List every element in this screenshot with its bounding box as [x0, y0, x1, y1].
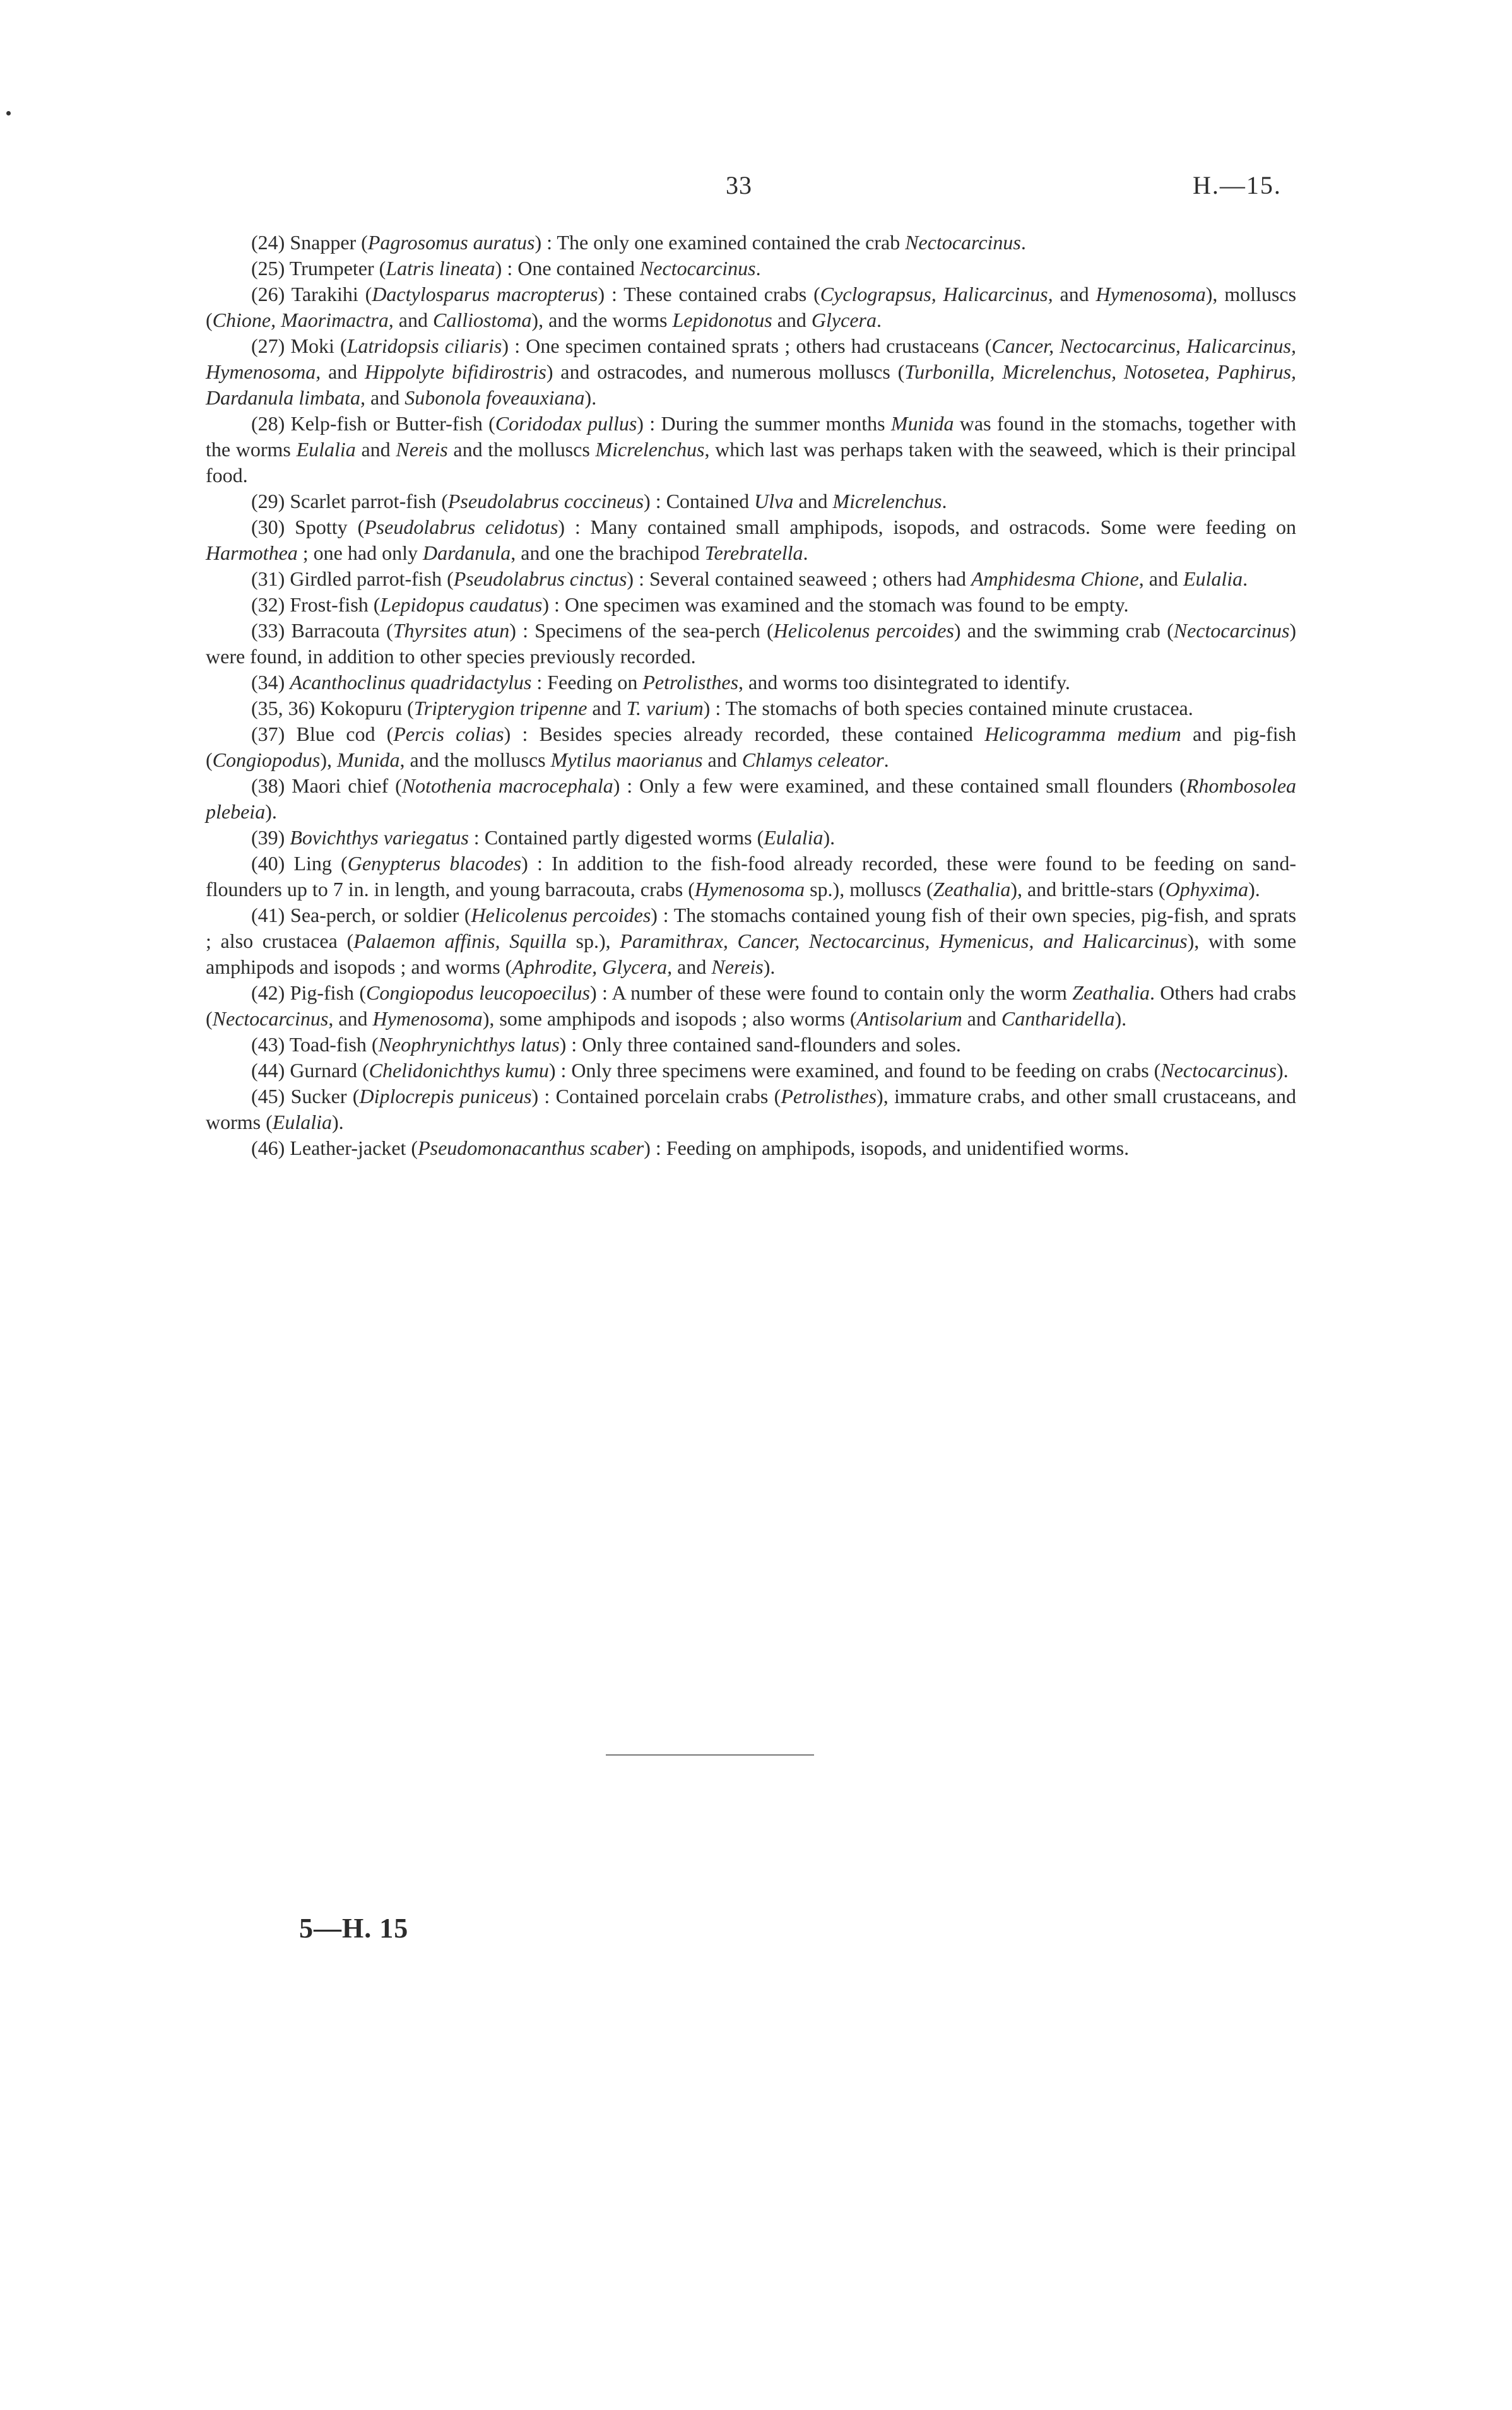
species-name: Subonola foveauxiana — [405, 386, 585, 409]
species-name: Glycera — [811, 309, 877, 331]
entry-text: ) : Feeding on amphipods, isopods, and unidentified worms. — [644, 1137, 1130, 1159]
page-number: 33 — [726, 171, 752, 199]
entry-text: and — [672, 955, 712, 978]
entry-paragraph — [206, 670, 1296, 695]
entry-paragraph — [206, 1084, 1296, 1135]
species-name: Pseudolabrus celidotus — [364, 516, 558, 538]
entry-text: was found in the stomachs, together with the worms — [206, 412, 1297, 461]
entry-text: ), with some amphipods and isopods ; and worms ( — [206, 930, 1297, 978]
entry-paragraph — [206, 281, 1296, 333]
entry-paragraph — [206, 773, 1296, 825]
entry-text: ) : A number of these were found to contain only the worm — [589, 981, 1073, 1004]
species-name: Bovichthys variegatus — [290, 826, 469, 849]
entry-text: . — [755, 257, 761, 280]
entry-text: sp.), — [566, 930, 620, 952]
species-name: Harmothea — [206, 541, 298, 564]
entry-paragraph — [206, 825, 1296, 851]
entry-paragraph — [206, 902, 1296, 980]
species-name: Acanthoclinus quadridactylus — [290, 671, 532, 694]
entry-text: (45) Sucker ( — [251, 1085, 360, 1108]
entry-text: (42) Pig-fish ( — [251, 981, 366, 1004]
entry-paragraph — [206, 411, 1296, 488]
species-name: Amphidesma Chione — [971, 567, 1139, 590]
entry-text: (31) Girdled parrot-fish ( — [251, 567, 454, 590]
species-name: Hymenosoma — [372, 1007, 483, 1030]
entry-text: ) : Specimens of the sea-perch ( — [509, 619, 774, 642]
footer-signature: 5—H. 15 — [299, 1913, 409, 1944]
entry-paragraph — [206, 721, 1296, 773]
entry-paragraph — [206, 256, 1296, 281]
species-name: Petrolisthes — [781, 1085, 877, 1108]
entry-text: ) : In addition to the fish-food already recorded, these were found to be feeding on sand-flounders up to 7 in. in length, and young barracouta, crabs ( — [206, 852, 1297, 901]
species-name: Hymenosoma — [1096, 283, 1206, 305]
entry-text: ), and the worms — [531, 309, 673, 331]
entry-text: and — [355, 438, 396, 461]
entry-text: ), some amphipods and isopods ; also worms ( — [482, 1007, 857, 1030]
species-name: Percis colias — [393, 723, 504, 745]
entry-text: . — [803, 541, 808, 564]
entry-text: ). — [1114, 1007, 1127, 1030]
entry-text: (32) Frost-fish ( — [251, 593, 381, 616]
species-name: Aphrodite, Glycera, — [512, 955, 673, 978]
entry-text: ) : Many contained small amphipods, isopods, and ostracods. Some were feeding on — [558, 516, 1297, 538]
entry-text: (37) Blue cod ( — [251, 723, 394, 745]
species-name: Cancer, Nectocarcinus, Halicarcinus, Hymenosoma, — [206, 334, 1297, 383]
species-name: Pseudolabrus cinctus — [453, 567, 627, 590]
species-name: Nereis — [396, 438, 448, 461]
entry-text: and — [772, 309, 812, 331]
species-name: Helicogramma medium — [984, 723, 1181, 745]
entry-text: . — [876, 309, 882, 331]
entry-text: (24) Snapper ( — [251, 231, 368, 254]
entry-text: and — [702, 748, 742, 771]
entry-text: and pig-fish ( — [206, 723, 1297, 771]
entry-text: ), and brittle-stars ( — [1010, 878, 1166, 901]
species-name: Lepidopus caudatus — [380, 593, 543, 616]
species-name: Paramithrax, Cancer, Nectocarcinus, Hymenicus, and Halicarcinus — [620, 930, 1188, 952]
entry-text: , and worms too disintegrated to identify. — [738, 671, 1070, 694]
entry-text: and — [1053, 283, 1096, 305]
species-name: Tripterygion tripenne — [413, 697, 588, 719]
entry-text: : Contained partly digested worms ( — [468, 826, 764, 849]
species-name: Terebratella — [704, 541, 803, 564]
species-name: Chelidonichthys kumu — [369, 1059, 549, 1082]
entry-text: ) : One contained — [495, 257, 640, 280]
entry-text: ) : One specimen contained sprats ; others had crustaceans ( — [502, 334, 992, 357]
entry-paragraph — [206, 566, 1296, 592]
species-name: Nectocarcinus — [1173, 619, 1290, 642]
species-name: Calliostoma — [432, 309, 532, 331]
entry-text: (46) Leather-jacket ( — [251, 1137, 418, 1159]
species-name: Rhombosolea plebeia — [206, 774, 1297, 823]
entry-text: (40) Ling ( — [251, 852, 348, 875]
species-name: Latris lineata — [386, 257, 495, 280]
species-name: Munida — [890, 412, 954, 435]
entry-text: (28) Kelp-fish or Butter-fish ( — [251, 412, 495, 435]
species-name: Pagrosomus auratus — [367, 231, 535, 254]
entry-text: (35, 36) Kokopuru ( — [251, 697, 414, 719]
species-name: Pseudolabrus coccineus — [447, 490, 644, 512]
species-name: Hippolyte bifidirostris — [364, 360, 546, 383]
species-name: Dardanula — [422, 541, 511, 564]
species-name: Antisolarium — [856, 1007, 962, 1030]
entry-text: , and the molluscs — [399, 748, 551, 771]
entry-text: (39) — [251, 826, 290, 849]
entry-text: , which last was perhaps taken with the seaweed, which is their principal food. — [206, 438, 1297, 487]
species-name: Micrelenchus — [595, 438, 705, 461]
species-name: Congiopodus leucopoecilus — [366, 981, 590, 1004]
species-name: Latridopsis ciliaris — [346, 334, 502, 357]
entry-paragraph — [206, 230, 1296, 256]
species-name: Petrolisthes — [642, 671, 739, 694]
entry-text: (43) Toad-fish ( — [251, 1033, 379, 1056]
species-name: Eulalia — [764, 826, 824, 849]
entry-text: . — [1243, 567, 1248, 590]
species-name: Micrelenchus — [832, 490, 942, 512]
species-name: Dactylosparus macropterus — [372, 283, 598, 305]
entry-text: and — [365, 386, 405, 409]
entry-text: ). — [265, 800, 277, 823]
species-name: Pseudomonacanthus scaber — [418, 1137, 644, 1159]
entry-text: and the molluscs — [447, 438, 596, 461]
species-name: Munida — [337, 748, 400, 771]
entry-text: ). — [763, 955, 776, 978]
entry-text: and — [321, 360, 365, 383]
entry-text: (29) Scarlet parrot-fish ( — [251, 490, 448, 512]
species-name: Nectocarcinus — [1161, 1059, 1277, 1082]
entry-text: ) : These contained crabs ( — [598, 283, 820, 305]
species-name: Nereis — [711, 955, 764, 978]
entry-paragraph — [206, 1058, 1296, 1084]
entry-text: ) : During the summer months — [637, 412, 891, 435]
species-name: Eulalia — [296, 438, 356, 461]
page-reference: H.—15. — [1193, 171, 1282, 199]
entry-text: ) and ostracodes, and numerous molluscs ( — [546, 360, 905, 383]
entry-text: (26) Tarakihi ( — [251, 283, 372, 305]
entry-text: (33) Barracouta ( — [251, 619, 393, 642]
entry-text: ) : The only one examined contained the crab — [535, 231, 906, 254]
entry-paragraph — [206, 592, 1296, 618]
entry-paragraph — [206, 851, 1296, 902]
species-name: Diplocrepis puniceus — [359, 1085, 532, 1108]
species-name: Palaemon affinis, Squilla — [353, 930, 567, 952]
species-name: Cantharidella — [1001, 1007, 1115, 1030]
entry-text: ). — [1276, 1059, 1289, 1082]
entry-paragraph — [206, 488, 1296, 514]
entry-text: (25) Trumpeter ( — [251, 257, 386, 280]
entry-text: ) : Only a few were examined, and these contained small flounders ( — [613, 774, 1186, 797]
entry-paragraph — [206, 695, 1296, 721]
entry-paragraph — [206, 514, 1296, 566]
entry-text: and — [962, 1007, 1001, 1030]
entry-text: ) : The stomachs contained young fish of their own species, pig-fish, and sprats ; also crustacea ( — [206, 904, 1297, 952]
entry-text: and — [393, 309, 433, 331]
species-name: Genypterus blacodes — [347, 852, 522, 875]
entry-text: and — [587, 697, 627, 719]
entry-text: ) : Contained — [644, 490, 755, 512]
entry-text: . — [883, 748, 889, 771]
species-name: Ulva — [754, 490, 794, 512]
entry-text: ) were found, in addition to other species previously recorded. — [206, 619, 1297, 668]
entry-paragraph — [206, 333, 1296, 411]
entry-text: , and — [1138, 567, 1183, 590]
species-name: Zeathalia — [933, 878, 1011, 901]
species-name: Zeathalia — [1072, 981, 1150, 1004]
entry-text: ) : Besides species already recorded, these contained — [504, 723, 985, 745]
species-name: Eulalia — [1183, 567, 1243, 590]
entry-paragraph — [206, 618, 1296, 670]
species-name: Neophrynichthys latus — [378, 1033, 560, 1056]
species-name: Nectocarcinus — [639, 257, 756, 280]
entry-text: ). — [1248, 878, 1260, 901]
species-name: Cyclograpsus, Halicarcinus, — [820, 283, 1053, 305]
species-name: Chione, Maorimactra, — [212, 309, 394, 331]
entry-text: , and — [328, 1007, 373, 1030]
entry-text: (34) — [251, 671, 290, 694]
species-name: Hymenosoma — [694, 878, 805, 901]
entry-text: ) : Contained porcelain crabs ( — [531, 1085, 781, 1108]
entry-text: (30) Spotty ( — [251, 516, 365, 538]
entry-text: ; one had only — [297, 541, 423, 564]
entry-text: and — [793, 490, 833, 512]
species-name: Coridodax pullus — [495, 412, 637, 435]
species-name: Nectocarcinus — [212, 1007, 329, 1030]
entry-text: sp.), molluscs ( — [805, 878, 933, 901]
entry-text: ) : The stomachs of both species contained minute crustacea. — [703, 697, 1193, 719]
entry-text: ), — [320, 748, 337, 771]
entry-text: . — [1020, 231, 1026, 254]
entry-paragraph — [206, 1135, 1296, 1161]
entry-text: (41) Sea-perch, or soldier ( — [251, 904, 471, 926]
entry-text: . Others had crabs ( — [206, 981, 1296, 1030]
entry-text: (44) Gurnard ( — [251, 1059, 369, 1082]
species-name: Helicolenus percoides — [471, 904, 651, 926]
stray-mark — [6, 111, 11, 115]
entry-text: ). — [584, 386, 597, 409]
body-text — [206, 230, 1296, 1161]
entry-text: ). — [823, 826, 836, 849]
entry-text: ). — [331, 1111, 344, 1133]
entry-paragraph — [206, 1032, 1296, 1058]
species-name: Congiopodus — [212, 748, 321, 771]
species-name: Ophyxima — [1165, 878, 1249, 901]
species-name: Lepidonotus — [672, 309, 772, 331]
species-name: T. varium — [626, 697, 704, 719]
entry-text: ), immature crabs, and other small crustaceans, and worms ( — [206, 1085, 1297, 1133]
entry-text: . — [942, 490, 947, 512]
entry-text: , and one the brachipod — [511, 541, 705, 564]
species-name: Thyrsites atun — [393, 619, 510, 642]
species-name: Nectocarcinus — [905, 231, 1021, 254]
species-name: Turbonilla, Micrelenchus, Notosetea, Paphirus, Dardanula limbata, — [206, 360, 1297, 409]
entry-text: ) : Several contained seaweed ; others had — [627, 567, 971, 590]
entry-text: (27) Moki ( — [251, 334, 347, 357]
entry-paragraph — [206, 980, 1296, 1032]
section-divider — [606, 1754, 814, 1756]
entry-text: (38) Maori chief ( — [251, 774, 402, 797]
entry-text: ), molluscs ( — [206, 283, 1297, 331]
entry-text: ) : Only three contained sand-flounders and soles. — [559, 1033, 961, 1056]
species-name: Notothenia macrocephala — [401, 774, 613, 797]
entry-text: ) : Only three specimens were examined, and found to be feeding on crabs ( — [548, 1059, 1161, 1082]
species-name: Helicolenus percoides — [773, 619, 954, 642]
species-name: Chlamys celeator — [741, 748, 884, 771]
entry-text: ) : One specimen was examined and the stomach was found to be empty. — [542, 593, 1129, 616]
species-name: Mytilus maorianus — [550, 748, 703, 771]
species-name: Eulalia — [272, 1111, 332, 1133]
entry-text: : Feeding on — [531, 671, 643, 694]
entry-text: ) and the swimming crab ( — [954, 619, 1174, 642]
